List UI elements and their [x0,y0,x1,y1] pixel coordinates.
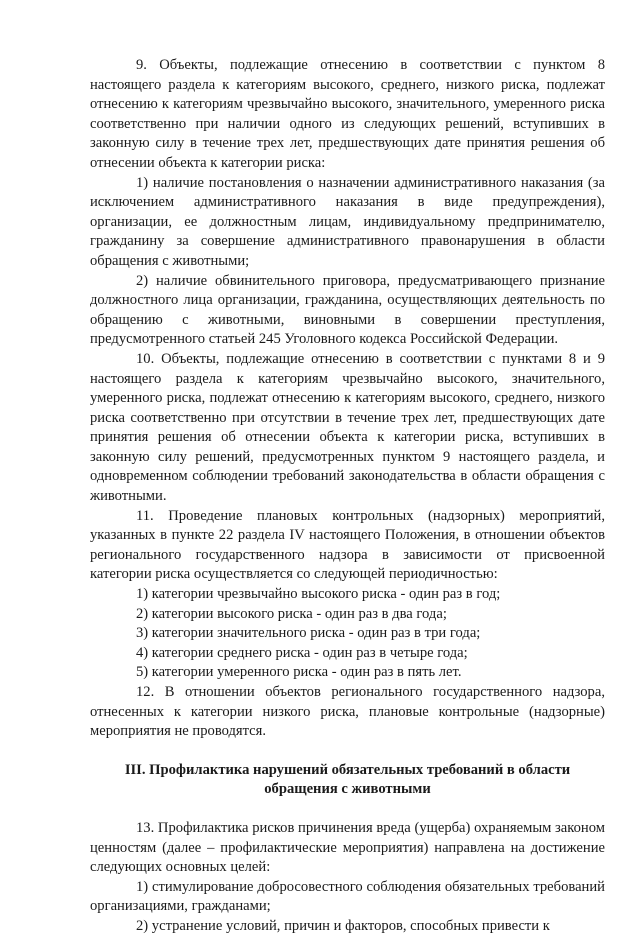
paragraph-11-item-5: 5) категории умеренного риска - один раз в пять лет. [136,664,462,681]
paragraph-12: 12. В отношении объектов регионального государственного надзора, отнесенных к категории низкого риска, плановые контрольные (надзорные) мероприятия не проводятся. [90,684,605,740]
paragraph-13-item-1: 1) стимулирование добросовестного соблюдения обязательных требований организациями, гражданами; [90,878,605,915]
paragraph-11-item-1: 1) категории чрезвычайно высокого риска - один раз в год; [136,586,501,603]
section-heading: III. Профилактика нарушений обязательных требований в области обращения с животными [124,761,571,798]
paragraph-11-item-4: 4) категории среднего риска - один раз в четыре года; [136,644,468,661]
paragraph-13: 13. Профилактика рисков причинения вреда (ущерба) охраняемым законом ценностям (далее – профилактические мероприятия) направлена на достижение следующих основных целей: [90,819,605,876]
paragraph-11-item-2: 2) категории высокого риска - один раз в два года; [136,605,447,622]
paragraph-13-item-2: 2) устранение условий, причин и факторов, способных привести к [136,917,550,934]
paragraph-9-item-1: 1) наличие постановления о назначении административного наказания (за исключением административного наказания в виде предупреждения), организации, ее должностным лицам, индивидуальному предпринимателю, гражданину за совершение административного правонарушения в области обращения с животными; [90,174,605,269]
paragraph-9-item-2: 2) наличие обвинительного приговора, предусматривающего признание должностного лица организации, гражданина, осуществляющих деятельность по обращению с животными, виновными в совершении преступления, предусмотренного статьей 245 Уголовного кодекса Российской Федерации. [90,272,605,348]
paragraph-11-item-3: 3) категории значительного риска - один раз в три года; [136,625,481,642]
document-page [90,56,605,937]
paragraph-11: 11. Проведение плановых контрольных (надзорных) мероприятий, указанных в пункте 22 раздела IV настоящего Положения, в отношении объектов регионального государственного надзора в зависимости от присвоенной категории риска осуществляется со следующей периодичностью: [90,507,605,583]
paragraph-10: 10. Объекты, подлежащие отнесению в соответствии с пунктами 8 и 9 настоящего раздела к категориям чрезвычайно высокого, значительного, умеренного риска, подлежат отнесению к категориям высокого, среднего, низкого риска соответственно при отсутствии в течение трех лет, предшествующих дате принятия решения об отнесении объекта к категории риска, вступивших в законную силу решений, предусмотренных пунктом 9 настоящего раздела, и одновременном соблюдении требований законодательства в области обращения с животными. [90,350,605,505]
paragraph-9: 9. Объекты, подлежащие отнесению в соответствии с пунктом 8 настоящего раздела к категориям высокого, среднего, низкого риска, подлежат отнесению к категориям чрезвычайно высокого, значительного, умеренного риска соответственно при наличии одного из следующих решений, вступивших в законную силу в течение трех лет, предшествующих дате принятия решения об отнесении объекта к категории риска: [90,57,605,171]
